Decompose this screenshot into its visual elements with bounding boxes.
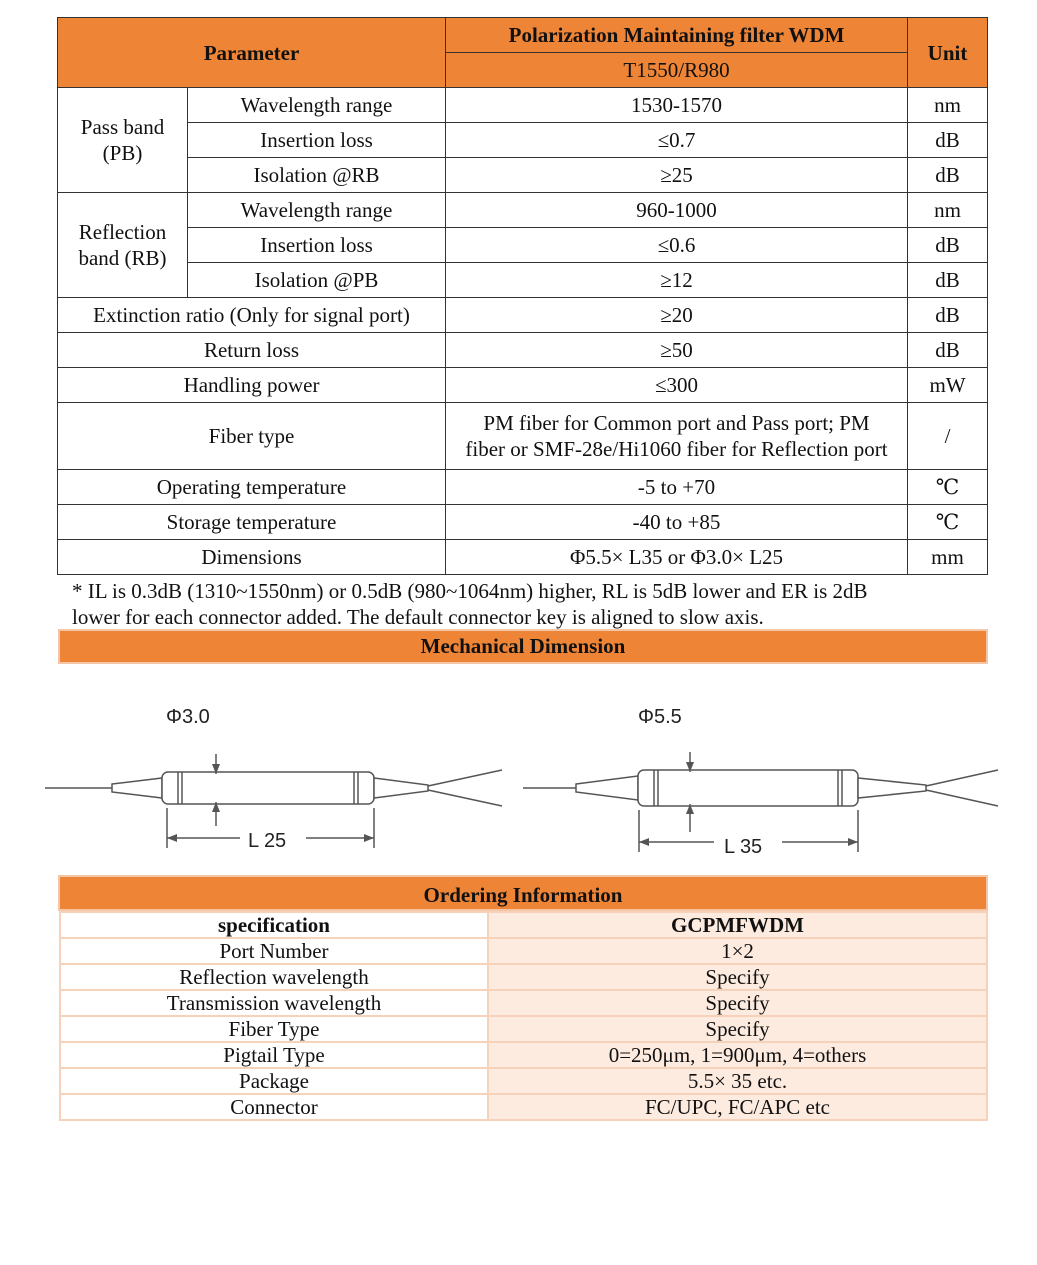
table-row bbox=[60, 964, 987, 990]
param-cell: Operating temperature bbox=[58, 470, 446, 505]
header-parameter: Parameter bbox=[58, 18, 446, 88]
table-row bbox=[58, 123, 988, 158]
ordering-table bbox=[59, 911, 988, 1121]
ordering-label: Connector bbox=[60, 1094, 488, 1120]
table-row bbox=[58, 403, 988, 470]
footnote-line: lower for each connector added. The default connector key is aligned to slow axis. bbox=[72, 605, 764, 629]
table-row bbox=[58, 228, 988, 263]
table-row bbox=[58, 368, 988, 403]
value-cell bbox=[446, 403, 908, 470]
unit-cell: / bbox=[908, 403, 988, 470]
table-row bbox=[58, 193, 988, 228]
ordering-value: GCPMFWDM bbox=[488, 912, 987, 938]
left-length-label: L 25 bbox=[248, 830, 287, 852]
param-cell: Storage temperature bbox=[58, 505, 446, 540]
value-cell: ≤0.6 bbox=[446, 228, 908, 263]
footnote-line: * IL is 0.3dB (1310~1550nm) or 0.5dB (980~1064nm) higher, RL is 5dB lower and ER is 2dB bbox=[72, 579, 868, 603]
ordering-label: Fiber Type bbox=[60, 1016, 488, 1042]
table-row bbox=[60, 1016, 987, 1042]
table-row bbox=[58, 88, 988, 123]
table-row bbox=[60, 1094, 987, 1120]
param-cell: Extinction ratio (Only for signal port) bbox=[58, 298, 446, 333]
header-product: Polarization Maintaining filter WDM bbox=[446, 18, 908, 53]
value-cell: ≥12 bbox=[446, 263, 908, 298]
unit-cell: dB bbox=[908, 158, 988, 193]
mechanical-dimension-title: Mechanical Dimension bbox=[58, 629, 988, 664]
param-cell: Isolation @RB bbox=[188, 158, 446, 193]
param-cell: Wavelength range bbox=[188, 88, 446, 123]
value-cell: -40 to +85 bbox=[446, 505, 908, 540]
param-cell: Dimensions bbox=[58, 540, 446, 575]
table-row bbox=[60, 912, 987, 938]
value-cell: ≤0.7 bbox=[446, 123, 908, 158]
ordering-value: Specify bbox=[488, 964, 987, 990]
right-length-label: L 35 bbox=[724, 836, 763, 858]
group-label: Reflection bbox=[78, 220, 167, 244]
ordering-value: Specify bbox=[488, 1016, 987, 1042]
left-diameter-label: Φ3.0 bbox=[166, 706, 210, 728]
group-label: Pass band bbox=[80, 115, 165, 139]
unit-cell: dB bbox=[908, 298, 988, 333]
ordering-value: 5.5× 35 etc. bbox=[488, 1068, 987, 1094]
param-cell: Isolation @PB bbox=[188, 263, 446, 298]
group-label: band (RB) bbox=[78, 246, 167, 270]
table-row bbox=[60, 938, 987, 964]
group-reflection-band bbox=[58, 193, 188, 298]
header-unit: Unit bbox=[908, 18, 988, 88]
value-cell: 960-1000 bbox=[446, 193, 908, 228]
right-diameter-label: Φ5.5 bbox=[638, 706, 682, 728]
value-cell: 1530-1570 bbox=[446, 88, 908, 123]
param-cell: Return loss bbox=[58, 333, 446, 368]
footnote bbox=[72, 578, 972, 630]
param-cell: Insertion loss bbox=[188, 228, 446, 263]
table-row bbox=[58, 298, 988, 333]
unit-cell: ℃ bbox=[908, 505, 988, 540]
ordering-value: 1×2 bbox=[488, 938, 987, 964]
ordering-label: Package bbox=[60, 1068, 488, 1094]
table-row bbox=[60, 990, 987, 1016]
ordering-label: Pigtail Type bbox=[60, 1042, 488, 1068]
table-row bbox=[58, 505, 988, 540]
unit-cell: mW bbox=[908, 368, 988, 403]
unit-cell: nm bbox=[908, 193, 988, 228]
header-model: T1550/R980 bbox=[446, 53, 908, 88]
group-label: (PB) bbox=[102, 141, 143, 165]
unit-cell: dB bbox=[908, 228, 988, 263]
param-cell: Wavelength range bbox=[188, 193, 446, 228]
table-row bbox=[58, 158, 988, 193]
table-row bbox=[58, 470, 988, 505]
unit-cell: ℃ bbox=[908, 470, 988, 505]
value-cell: ≥25 bbox=[446, 158, 908, 193]
ordering-value: Specify bbox=[488, 990, 987, 1016]
unit-cell: dB bbox=[908, 263, 988, 298]
value-cell: Φ5.5× L35 or Φ3.0× L25 bbox=[446, 540, 908, 575]
value-cell: ≥50 bbox=[446, 333, 908, 368]
table-row bbox=[58, 540, 988, 575]
param-cell: Insertion loss bbox=[188, 123, 446, 158]
group-pass-band bbox=[58, 88, 188, 193]
fiber-type-line: fiber or SMF-28e/Hi1060 fiber for Reflection port bbox=[465, 437, 888, 461]
fiber-type-line: PM fiber for Common port and Pass port; PM bbox=[483, 411, 870, 435]
unit-cell: dB bbox=[908, 123, 988, 158]
ordering-value: FC/UPC, FC/APC etc bbox=[488, 1094, 987, 1120]
ordering-information bbox=[58, 875, 988, 1121]
left-wdm-drawing bbox=[40, 740, 510, 860]
param-cell: Handling power bbox=[58, 368, 446, 403]
table-row bbox=[60, 1042, 987, 1068]
param-cell: Fiber type bbox=[58, 403, 446, 470]
ordering-label: Reflection wavelength bbox=[60, 964, 488, 990]
value-cell: -5 to +70 bbox=[446, 470, 908, 505]
table-row bbox=[58, 263, 988, 298]
ordering-label: Transmission wavelength bbox=[60, 990, 488, 1016]
table-row bbox=[58, 333, 988, 368]
unit-cell: dB bbox=[908, 333, 988, 368]
spec-table bbox=[57, 17, 988, 575]
ordering-label: specification bbox=[60, 912, 488, 938]
table-row bbox=[60, 1068, 987, 1094]
value-cell: ≥20 bbox=[446, 298, 908, 333]
unit-cell: nm bbox=[908, 88, 988, 123]
ordering-label: Port Number bbox=[60, 938, 488, 964]
ordering-title: Ordering Information bbox=[58, 875, 988, 911]
ordering-value: 0=250μm, 1=900μm, 4=others bbox=[488, 1042, 987, 1068]
unit-cell: mm bbox=[908, 540, 988, 575]
value-cell: ≤300 bbox=[446, 368, 908, 403]
right-wdm-drawing bbox=[518, 740, 1008, 860]
